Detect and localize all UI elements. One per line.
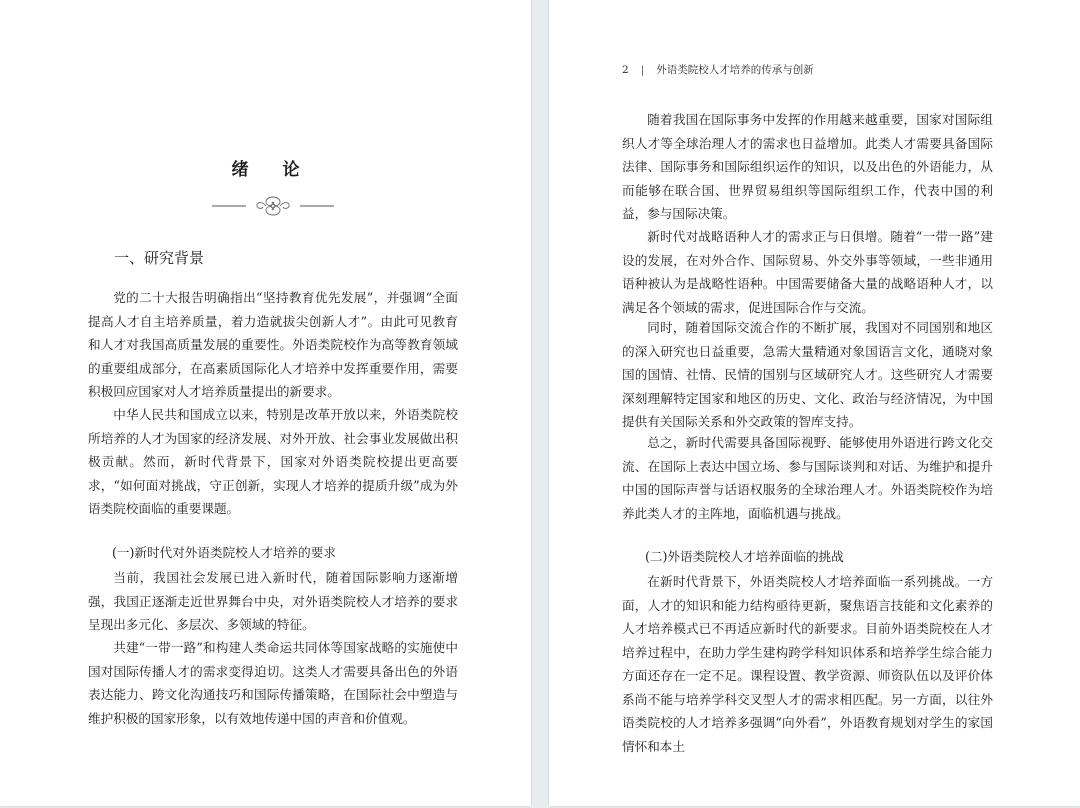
paragraph: 党的二十大报告明确指出“坚持教育优先发展”，并强调“全面提高人才自主培养质量，着力造就拔尖创新人才”。由此可见教育和人才对我国高质量发展的重要性。外语类院校作为高等教育领域的重要组成部分，在高素质国际化人才培养中发挥重要作用，需要积极回应国家对人才培养质量提出的新要求。 (88, 290, 458, 399)
paragraph: 新时代对战略语种人才的需求正与日俱增。随着“一带一路”建设的发展，在对外合作、国际贸易、外交外事等领域，一些非通用语种被认为是战略性语种。中国需要储备大量的战略语种人才，以满足各个领域的需求，促进国际合作与交流。 (622, 229, 993, 315)
paragraph: 总之，新时代需要具备国际视野、能够使用外语进行跨文化交流、在国际上表达中国立场、参与国际谈判和对话、为维护和提升中国的国际声誉与话语权服务的全球治理人才。外语类院校作为培养此类人才的主阵地，面临机遇与挑战。 (622, 435, 993, 521)
subheading: (二)外语类院校人才培养面临的挑战 (645, 549, 844, 564)
chapter-title: 绪 论 (231, 160, 314, 180)
paragraph: 中华人民共和国成立以来，特别是改革开放以来，外语类院校所培养的人才为国家的经济发展、对外开放、社会事业发展做出积极贡献。然而，新时代背景下，国家对外语类院校提出更高要求，“如何面对挑战，守正创新，实现人才培养的提质升级”成为外语类院校面临的重要课题。 (88, 407, 458, 516)
paragraph: 同时，随着国际交流合作的不断扩展，我国对不同国别和地区的深入研究也日益重要，急需大量精通对象国语言文化，通晓对象国的国情、社情、民情的国别与区域研究人才。这些研究人才需要深刻理解特定国家和地区的历史、文化、政治与经济情况，为中国提供有关国际关系和外交政策的智库支持。 (622, 320, 993, 429)
paragraph: 在新时代背景下，外语类院校人才培养面临一系列挑战。一方面，人才的知识和能力结构亟待更新，聚焦语言技能和文化素养的人才培养模式已不再适应新时代的新要求。目前外语类院校在人才培养过程中，在助力学生建构跨学科知识体系和培养学生综合能力方面还存在一定不足。课程设置、教学资源、师资队伍以及评价体系尚不能与培养学科交叉型人才的需求相匹配。另一方面，以往外语类院校的人才培养多强调“向外看”，外语教育规划对学生的家国情怀和本土 (622, 574, 993, 754)
paragraph: 当前，我国社会发展已进入新时代，随着国际影响力逐渐增强，我国正逐渐走近世界舞台中央，对外语类院校人才培养的要求呈现出多元化、多层次、多领域的特征。 (88, 570, 458, 632)
running-header (622, 62, 814, 77)
right-page (549, 0, 1080, 806)
running-title: 外语类院校人才培养的传承与创新 (656, 64, 814, 76)
paragraph: 共建“一带一路”和构建人类命运共同体等国家战略的实施使中国对国际传播人才的需求变得迫切。这类人才需要具备出色的外语表达能力、跨文化沟通技巧和国际传播策略，在国际社会中塑造与维护积极的国家形象，以有效地传递中国的声音和价值观。 (88, 640, 458, 726)
section-heading: 一、研究背景 (114, 249, 205, 267)
ornament-divider-icon (208, 192, 338, 222)
subheading: (一)新时代对外语类院校人才培养的要求 (112, 545, 336, 560)
left-page (0, 0, 531, 806)
paragraph: 随着我国在国际事务中发挥的作用越来越重要，国家对国际组织人才等全球治理人才的需求也日益增加。此类人才需要具备国际法律、国际事务和国际组织运作的知识，以及出色的外语能力，从而能够在联合国、世界贸易组织等国际组织工作，代表中国的利益，参与国际决策。 (622, 112, 993, 221)
header-separator: | (640, 64, 645, 76)
page-number: 2 (622, 64, 629, 76)
